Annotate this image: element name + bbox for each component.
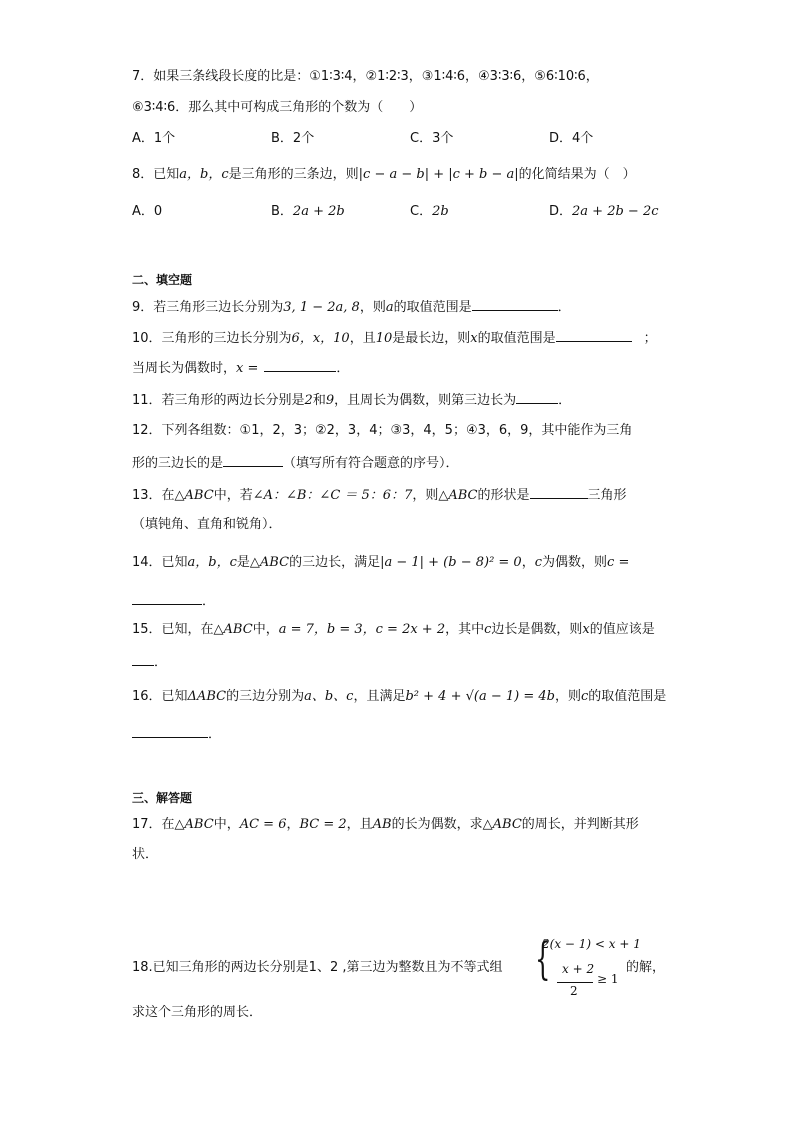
q8-option-b-label: B． — [271, 204, 293, 219]
q18-relation: ≥ 1 — [597, 972, 619, 986]
q11-n2: 9 — [325, 393, 335, 408]
q11-n1: 2 — [304, 393, 313, 408]
q16-answer-blank[interactable] — [132, 723, 208, 738]
q7-item-2: ②1∶2∶3 — [365, 69, 409, 84]
q7-option-c: C．3个 — [410, 131, 454, 146]
q15-expr: a = 7，b = 3，c = 2x + 2 — [278, 622, 446, 637]
q17-and: ，且 — [346, 817, 373, 832]
q8-option-a — [132, 202, 162, 222]
q10-sides: 6，x，10 — [291, 331, 350, 346]
q12-text: 形的三边长的是 — [132, 456, 224, 471]
q10-even-text: 当周长为偶数时， — [132, 361, 237, 376]
q15-value-text: 的值应该是 — [589, 622, 655, 637]
q14-c-var: c — [534, 555, 543, 570]
q13-then: ，则 — [412, 488, 439, 503]
q17-bc: BC = 2 — [299, 817, 347, 832]
q13-triangle: △ABC — [174, 488, 214, 503]
q17-triangle: △ABC — [174, 817, 214, 832]
q14-comma: ， — [521, 555, 535, 570]
q10-period: ． — [336, 361, 350, 376]
q15-where: ，其中 — [445, 622, 485, 637]
section-solve-title: 三、解答题 — [132, 791, 193, 805]
q18-fraction-denominator: 2 — [570, 984, 578, 998]
q15-period: ． — [154, 655, 168, 670]
q8-option-b — [271, 202, 345, 222]
q14-vars: a，b，c — [187, 555, 237, 570]
q14-condition-text: 的三边长，满足 — [289, 555, 381, 570]
q12-line2 — [132, 452, 459, 474]
q10-x-eq: x = — [236, 361, 259, 376]
q8-option-a-label: A． — [132, 204, 154, 219]
q16-sides-text: 的三边分别为 — [226, 689, 305, 704]
q15-triangle: △ABC — [213, 622, 253, 637]
q18-fraction-bar — [557, 982, 593, 983]
q16-satisfy-text: ，且满足 — [353, 689, 406, 704]
q9-range-text: 的取值范围是 — [393, 300, 472, 315]
q12-answer-blank[interactable] — [223, 452, 283, 467]
q13-line2: （填钝角、直角和锐角）． — [132, 517, 282, 532]
q11-stem: 11．若三角形的两边长分别是 — [132, 393, 305, 408]
q7-option-b: B．2个 — [271, 131, 315, 146]
q15-line2 — [132, 651, 167, 673]
q14-triangle: △ABC — [249, 555, 290, 570]
q10-semicolon: ； — [643, 331, 657, 346]
q9-line — [132, 296, 571, 318]
q17-line2: 状． — [132, 847, 159, 862]
q15-answer-blank[interactable] — [132, 651, 154, 666]
q7-item-5: ⑤6∶10∶6 — [534, 69, 586, 84]
q11-answer-blank[interactable] — [516, 389, 558, 404]
q14-period: ． — [202, 594, 216, 609]
q12-note: （填写所有符合题意的序号）． — [283, 456, 459, 471]
q11-line — [132, 389, 571, 411]
section-fill-in-blank-title: 二、填空题 — [132, 273, 193, 287]
q9-period: ． — [557, 300, 571, 315]
q10-range-blank[interactable] — [556, 327, 632, 342]
q10-stem: 10．三角形的三边长分别为 — [132, 331, 292, 346]
q7-line2 — [132, 98, 422, 118]
q7-item-1: ①1∶3∶4 — [309, 69, 353, 84]
q17-ab: AB — [372, 817, 392, 832]
q13-triangle-word: 三角形 — [587, 488, 627, 503]
q16-line1 — [132, 687, 666, 707]
q8-vars: a，b，c — [179, 167, 229, 182]
q14-even-text: 为偶数，则 — [542, 555, 608, 570]
q16-line2 — [132, 723, 221, 745]
q8-mid: 是三角形的三条边，则 — [228, 167, 359, 182]
q16-c-var: c — [580, 689, 589, 704]
q7-question: ．那么其中可构成三角形的个数为（ ） — [175, 100, 423, 115]
q17-comma: ， — [286, 817, 300, 832]
q13-answer-blank[interactable] — [530, 484, 588, 499]
q16-range-text: 的取值范围是 — [588, 689, 667, 704]
q14-line1 — [132, 553, 629, 573]
q14-is: 是 — [236, 555, 250, 570]
q8-line — [132, 165, 636, 185]
q10-line2 — [132, 357, 349, 379]
q16-triangle: ΔABC — [187, 689, 227, 704]
q14-stem: 14．已知 — [132, 555, 188, 570]
q17-stem: 17．在 — [132, 817, 175, 832]
q14-c-eq: c = — [607, 555, 630, 570]
q14-line2 — [132, 590, 215, 612]
q15-x-var: x — [582, 622, 590, 637]
q7-item-3: ③1∶4∶6 — [421, 69, 466, 84]
q18-line1 — [132, 958, 502, 978]
q17-line1 — [132, 815, 639, 835]
q8-option-c-label: C． — [410, 204, 433, 219]
q13-if: 中，若 — [213, 488, 253, 503]
q17-perimeter-text: 的周长，并判断其形 — [521, 817, 639, 832]
q16-then: ，则 — [554, 689, 581, 704]
q17-triangle-2: △ABC — [482, 817, 522, 832]
q8-option-d — [549, 202, 659, 222]
q15-line1 — [132, 620, 655, 640]
q12-line1: 12．下列各组数：①1，2，3；②2，3，4；③3，4，5；④3，6，9，其中能作为三角 — [132, 423, 633, 438]
q8-option-b-value: 2a + 2b — [292, 204, 345, 219]
q18-stem: 18.已知三角形的两边长分别是1、2 ,第三边为整数且为不等式组 — [132, 960, 503, 975]
q13-stem: 13．在 — [132, 488, 175, 503]
q9-expr: 3, 1 − 2a, 8 — [283, 300, 360, 315]
q16-period: ． — [208, 727, 222, 742]
q14-expr: |a − 1| + (b − 8)² = 0 — [380, 555, 522, 570]
q8-option-c — [410, 202, 449, 222]
q15-in: 中， — [252, 622, 279, 637]
q7-item-6: ⑥3∶4∶6 — [132, 100, 176, 115]
q17-even-text: 的长为偶数，求 — [391, 817, 483, 832]
q16-stem: 16．已知 — [132, 689, 188, 704]
q18-brace: { — [535, 934, 551, 985]
q14-answer-blank[interactable] — [132, 590, 202, 605]
q15-even-text: 边长是偶数，则 — [491, 622, 583, 637]
q8-suffix: 的化简结果为（ ） — [518, 167, 636, 182]
q17-ac: AC = 6 — [239, 817, 287, 832]
q13-shape-text: 的形状是 — [477, 488, 530, 503]
q13-line1 — [132, 484, 627, 506]
q17-in: 中， — [213, 817, 240, 832]
q11-and: 和 — [312, 393, 326, 408]
q18-line2: 求这个三角形的周长． — [132, 1005, 263, 1020]
q8-option-d-label: D． — [549, 204, 573, 219]
q13-ratio: ∠A：∠B：∠C ＝ 5：6：7 — [252, 488, 413, 503]
q18-inequality-1: 2(x − 1) < x + 1 — [542, 937, 641, 951]
q8-option-c-value: 2b — [432, 204, 449, 219]
q10-ten: 10 — [375, 331, 393, 346]
q8-expr: |c − a − b| + |c + b − a| — [358, 167, 519, 182]
q8-prefix: 8．已知 — [132, 167, 180, 182]
q9-stem: 9．若三角形三边长分别为 — [132, 300, 284, 315]
q13-triangle-2: △ABC — [438, 488, 478, 503]
q15-stem: 15．已知，在 — [132, 622, 214, 637]
q9-then: ，则 — [359, 300, 386, 315]
q11-third-side: ，且周长为偶数，则第三边长为 — [334, 393, 517, 408]
q8-option-d-value: 2a + 2b − 2c — [572, 204, 659, 219]
q9-var: a — [385, 300, 394, 315]
q10-range-text: 的取值范围是 — [477, 331, 556, 346]
q9-answer-blank[interactable] — [472, 296, 558, 311]
q16-vars: a、b、c — [304, 689, 354, 704]
q18-fraction-numerator: x + 2 — [562, 962, 595, 976]
q10-var: x — [470, 331, 478, 346]
q8-option-a-value: 0 — [153, 204, 163, 219]
q7-line1: 7．如果三条线段长度的比是：①1∶3∶4，②1∶2∶3，③1∶4∶6，④3∶3∶6，⑤6∶10∶6， — [132, 69, 599, 84]
q10-and: ，且 — [349, 331, 376, 346]
q15-c-var: c — [484, 622, 492, 637]
q7-option-a: A．1个 — [132, 131, 176, 146]
q16-expr: b² + 4 + √(a − 1) = 4b — [405, 689, 555, 704]
q11-period: ． — [558, 393, 572, 408]
q10-x-blank[interactable] — [264, 357, 336, 372]
q18-solution-text: 的解， — [626, 960, 666, 975]
q10-longest: 是最长边，则 — [392, 331, 471, 346]
q7-option-d: D．4个 — [549, 131, 594, 146]
q7-item-4: ④3∶3∶6 — [478, 69, 522, 84]
q10-line1 — [132, 327, 657, 349]
q7-stem: 7．如果三条线段长度的比是： — [132, 69, 310, 84]
